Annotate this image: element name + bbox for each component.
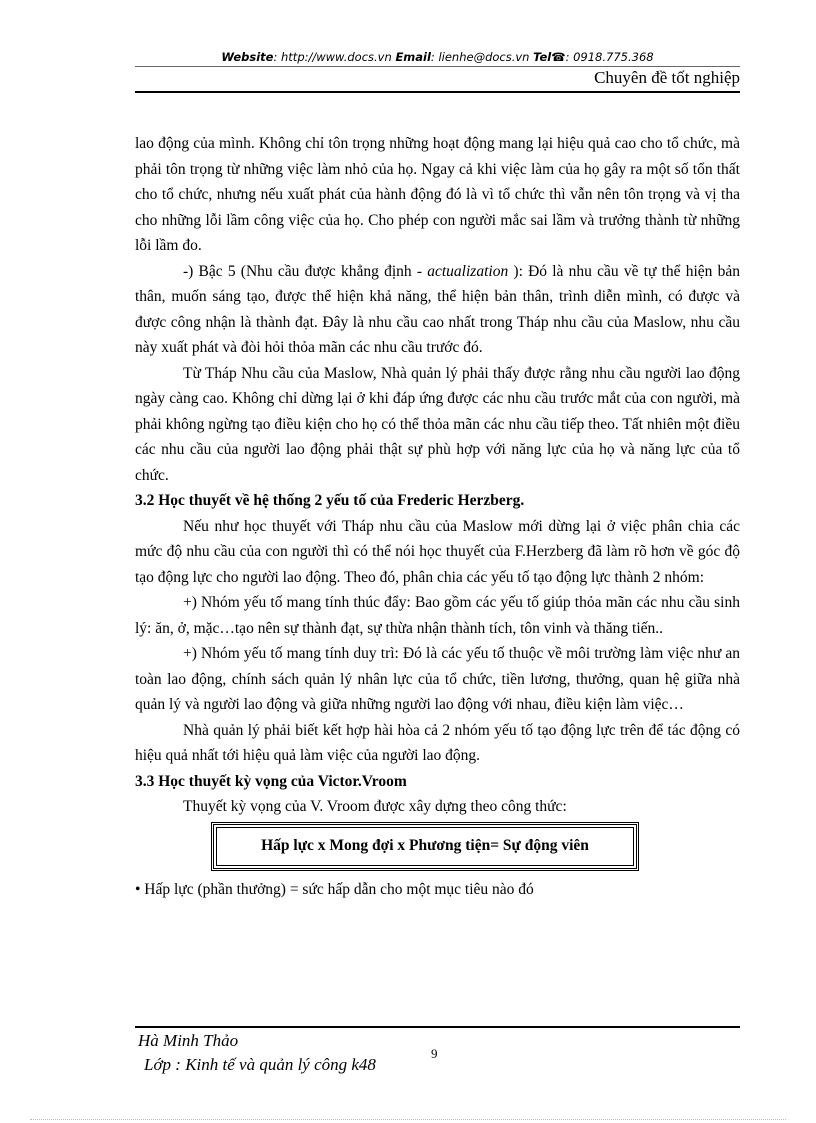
paragraph-6: +) Nhóm yếu tố mang tính duy trì: Đó là các yếu tố thuộc về môi trường làm việc như an toàn lao động, chính sách quản lý nhân lực của tổ chức, tiền lương, thưởng, quan hệ giữa nhà quản lý và người lao động và giữa những người lao động với nhau, điều kiện làm việc… [135, 645, 740, 713]
section-heading-3-3: 3.3 Học thuyết kỳ vọng của Victor.Vroom [135, 772, 407, 790]
paragraph-2-end: ): Đó là nhu cầu về tự thể hiện bản thân, muốn sáng tạo, được thể hiện khả năng, thể hiện bản thân, trình diễn mình, có được và được công nhận là thành đạt. Đây là nhu cầu cao nhất trong Tháp nhu cầu của Maslow, nhu cầu này xuất phát và đòi hỏi thỏa mãn các nhu cầu trước đó. [135, 262, 740, 356]
paragraph-2-start: -) Bậc 5 (Nhu cầu được khẳng định - [183, 262, 428, 280]
page-number: 9 [431, 1046, 438, 1061]
formula-text: Hấp lực x Mong đợi x Phương tiện= Sự động viên [216, 827, 634, 867]
website-value: : http://www.docs.vn [273, 50, 392, 64]
website-label: Website [221, 50, 274, 64]
header-divider-thin [135, 66, 740, 67]
tel-value: : 0918.775.368 [565, 50, 654, 64]
header-title: Chuyên đề tốt nghiệp [594, 68, 740, 87]
paragraph-3: Từ Tháp Nhu cầu của Maslow, Nhà quản lý phải thấy được rằng nhu cầu người lao động ngày càng cao. Không chỉ dừng lại ở khi đáp ứng được các nhu cầu trước mắt của con người, mà phải không ngừng tạo điều kiện cho họ có thể thỏa mãn các nhu cầu tiếp theo. Tất nhiên một điều các nhu cầu của người lao động phải thật sự phù hợp với năng lực của họ và năng lực của tổ chức. [135, 364, 740, 484]
paragraph-5: +) Nhóm yếu tố mang tính thúc đẩy: Bao gồm các yếu tố giúp thỏa mãn các nhu cầu sinh lý: ăn, ở, mặc…tạo nên sự thành đạt, sự thừa nhận thành tích, tôn vinh và thăng tiến.. [135, 594, 740, 637]
paragraph-1: lao động của mình. Không chỉ tôn trọng những hoạt động mang lại hiệu quả cao cho tổ chức, mà phải tôn trọng từ những việc làm nhỏ của họ. Ngay cả khi việc làm của họ gây ra một số tổn thất cho tổ chức, nhưng nếu xuất phát của hành động đó là vì tổ chức thì vẫn nên tôn trọng và vị tha cho những lỗi lầm công việc của họ. Cho phép con người mắc sai lầm và trưởng thành từ những lỗi lầm đo. [135, 135, 740, 254]
footer-author: Hà Minh Thảo [138, 1031, 239, 1050]
formula-box [211, 822, 639, 872]
page-bottom-dotted-line [30, 1119, 786, 1120]
bullet-item: • Hấp lực (phần thưởng) = sức hấp dẫn cho một mục tiêu nào đó [135, 881, 534, 898]
phone-icon: ☎ [551, 50, 566, 64]
paragraph-8: Thuyết kỳ vọng của V. Vroom được xây dựng theo công thức: [183, 798, 567, 815]
footer-divider [135, 1026, 740, 1028]
tel-label: Tel [533, 50, 552, 64]
paragraph-4: Nếu như học thuyết với Tháp nhu cầu của Maslow mới dừng lại ở việc phân chia các mức độ nhu cầu của con người thì có thể nói học thuyết của F.Herzberg đã làm rõ hơn về góc độ tạo động lực cho người lao động. Theo đó, phân chia các yếu tố tạo động lực thành 2 nhóm: [135, 517, 740, 586]
paragraph-2-italic: actualization [427, 262, 509, 280]
document-body [135, 131, 740, 903]
footer-class: Lớp : Kinh tế và quản lý công k48 [144, 1055, 376, 1074]
header-divider-thick [135, 91, 740, 93]
paragraph-7: Nhà quản lý phải biết kết hợp hài hòa cả 2 nhóm yếu tố tạo động lực trên để tác động có hiệu quả nhất tới hiệu quả làm việc của người lao động. [135, 721, 740, 764]
page-header-contact [135, 50, 740, 64]
email-label: Email [395, 50, 431, 64]
paragraph-2 [135, 259, 740, 361]
email-value: : lienhe@docs.vn [430, 50, 530, 64]
section-heading-3-2: 3.2 Học thuyết về hệ thống 2 yếu tố của Frederic Herzberg. [135, 492, 525, 509]
